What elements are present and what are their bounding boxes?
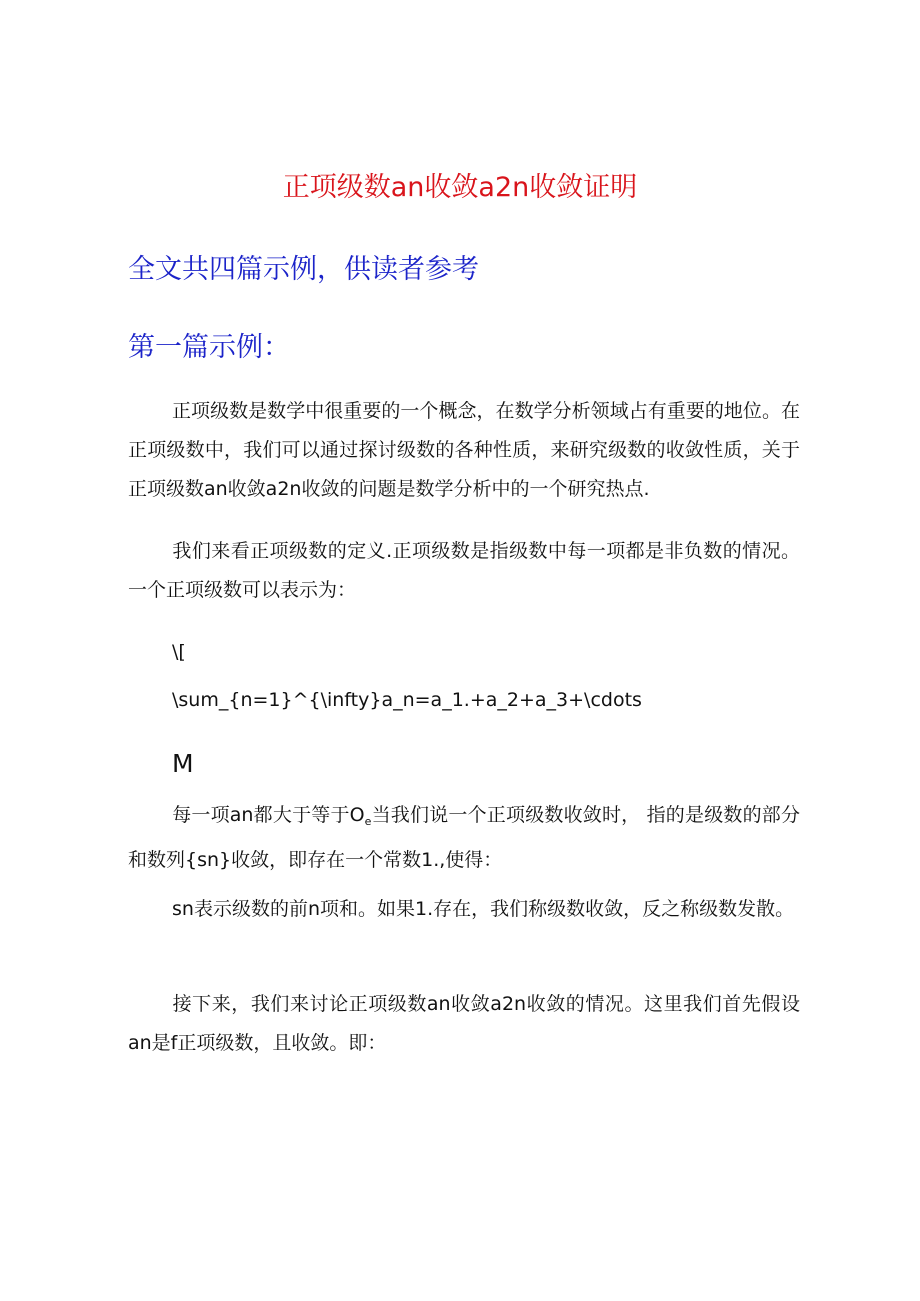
- paragraph-convergence-text-before: 每一项an都大于等于O: [172, 804, 365, 826]
- paragraph-definition-text: 我们来看正项级数的定义.正项级数是指级数中每一项都是非负数的情况。一个正项级数可以表示为：: [128, 540, 800, 601]
- paragraph-intro: [128, 392, 800, 509]
- section-heading: 第一篇示例：: [128, 332, 290, 363]
- paragraph-convergence-subscript: e: [364, 815, 372, 828]
- formula-open-delimiter: \[: [172, 641, 186, 663]
- formula-close-delimiter: M: [172, 749, 194, 778]
- paragraph-next: [128, 985, 800, 1063]
- intro-heading: 全文共四篇示例，供读者参考: [128, 254, 479, 285]
- paragraph-partial-sum-text: sn表示级数的前n项和。如果1.存在，我们称级数收敛，反之称级数发散。: [172, 898, 795, 920]
- paragraph-next-text: 接下来，我们来讨论正项级数an收敛a2n收敛的情况。这里我们首先假设an是f正项级数，且收敛。即：: [128, 993, 800, 1054]
- paragraph-convergence-text-after: 当我们说一个正项级数收敛时， 指的是级数的部分和数列{sn}收敛，即存在一个常数1.,使得：: [128, 804, 800, 871]
- formula-latex: \sum_{n=1}^{\infty}a_n=a_1.+a_2+a_3+\cdots: [172, 689, 642, 711]
- paragraph-convergence: [128, 796, 800, 880]
- paragraph-partial-sum: [128, 890, 800, 929]
- paragraph-definition: [128, 532, 800, 610]
- paragraph-intro-text: 正项级数是数学中很重要的一个概念，在数学分析领域占有重要的地位。在正项级数中，我们可以通过探讨级数的各种性质，来研究级数的收敛性质，关于正项级数an收敛a2n收敛的问题是数学分析中的一个研究热点.: [128, 400, 800, 500]
- document-title: 正项级数an收敛a2n收敛证明: [282, 172, 638, 203]
